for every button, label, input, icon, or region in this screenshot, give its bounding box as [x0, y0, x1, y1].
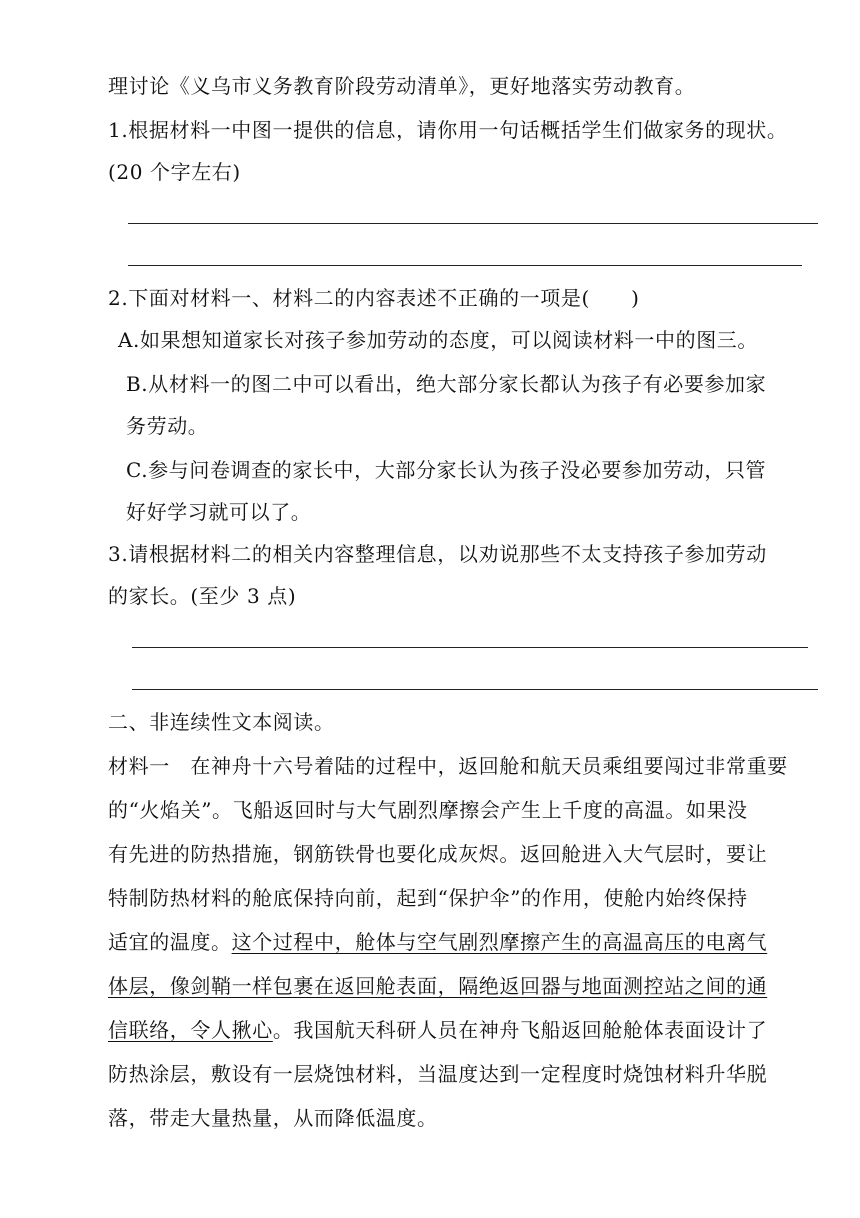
- passage-line-2: 的“火焰关”。飞船返回时与大气剧烈摩擦会产生上千度的高温。如果没: [108, 798, 748, 822]
- question-2-option-a: A.如果想知道家长对孩子参加劳动的态度，可以阅读材料一中的图三。: [118, 328, 758, 352]
- passage-line-1: 材料一 在神舟十六号着陆的过程中，返回舱和航天员乘组要闯过非常重要: [108, 754, 788, 778]
- section-2-heading: 二、非连续性文本阅读。: [108, 710, 335, 734]
- passage-line-3: 有先进的防热措施，钢筋铁骨也要化成灰烬。返回舱进入大气层时，要让: [108, 842, 768, 866]
- question-1-hint: (20 个字左右): [108, 160, 241, 184]
- underlined-sentence-part-2: 体层，像剑鞘一样包裹在返回舱表面，隔绝返回器与地面测控站之间的通: [108, 974, 768, 998]
- question-2-option-b-cont: 务劳动。: [126, 414, 209, 438]
- answer-line-3a[interactable]: [132, 647, 808, 648]
- question-2-option-b: B.从材料一的图二中可以看出，绝大部分家长都认为孩子有必要参加家: [126, 372, 767, 396]
- question-2-option-c-cont: 好好学习就可以了。: [126, 500, 312, 524]
- question-3-text: 3.请根据材料二的相关内容整理信息，以劝说那些不太支持孩子参加劳动: [108, 542, 767, 566]
- intro-line: 理讨论《义乌市义务教育阶段劳动清单》，更好地落实劳动教育。: [108, 74, 696, 98]
- answer-line-1b[interactable]: [128, 265, 802, 266]
- underlined-sentence-part-1: 这个过程中，舱体与空气剧烈摩擦产生的高温高压的电离气: [231, 930, 768, 954]
- question-3-hint: 的家长。(至少 3 点): [108, 584, 297, 608]
- underlined-sentence-part-3: 信联络，令人揪心: [108, 1018, 273, 1042]
- passage-line-9: 落，带走大量热量，从而降低温度。: [108, 1106, 438, 1130]
- question-1-text: 1.根据材料一中图一提供的信息，请你用一句话概括学生们做家务的现状。: [108, 118, 788, 142]
- passage-line-5-plain: 适宜的温度。: [108, 930, 232, 954]
- passage-line-7-plain: 。我国航天科研人员在神舟飞船返回舱舱体表面设计了: [272, 1018, 768, 1042]
- passage-line-7: [108, 1018, 767, 1042]
- answer-line-3b[interactable]: [132, 689, 818, 690]
- passage-line-8: 防热涂层，敷设有一层烧蚀材料，当温度达到一定程度时烧蚀材料升华脱: [108, 1062, 768, 1086]
- passage-line-6: [108, 974, 767, 998]
- question-2-option-c: C.参与问卷调查的家长中，大部分家长认为孩子没必要参加劳动，只管: [126, 458, 767, 482]
- passage-line-5: [108, 930, 767, 954]
- passage-line-4: 特制防热材料的舱底保持向前，起到“保护伞”的作用，使舱内始终保持: [108, 886, 748, 910]
- question-2-stem: 2.下面对材料一、材料二的内容表述不正确的一项是( ): [108, 286, 640, 310]
- answer-line-1a[interactable]: [128, 223, 818, 224]
